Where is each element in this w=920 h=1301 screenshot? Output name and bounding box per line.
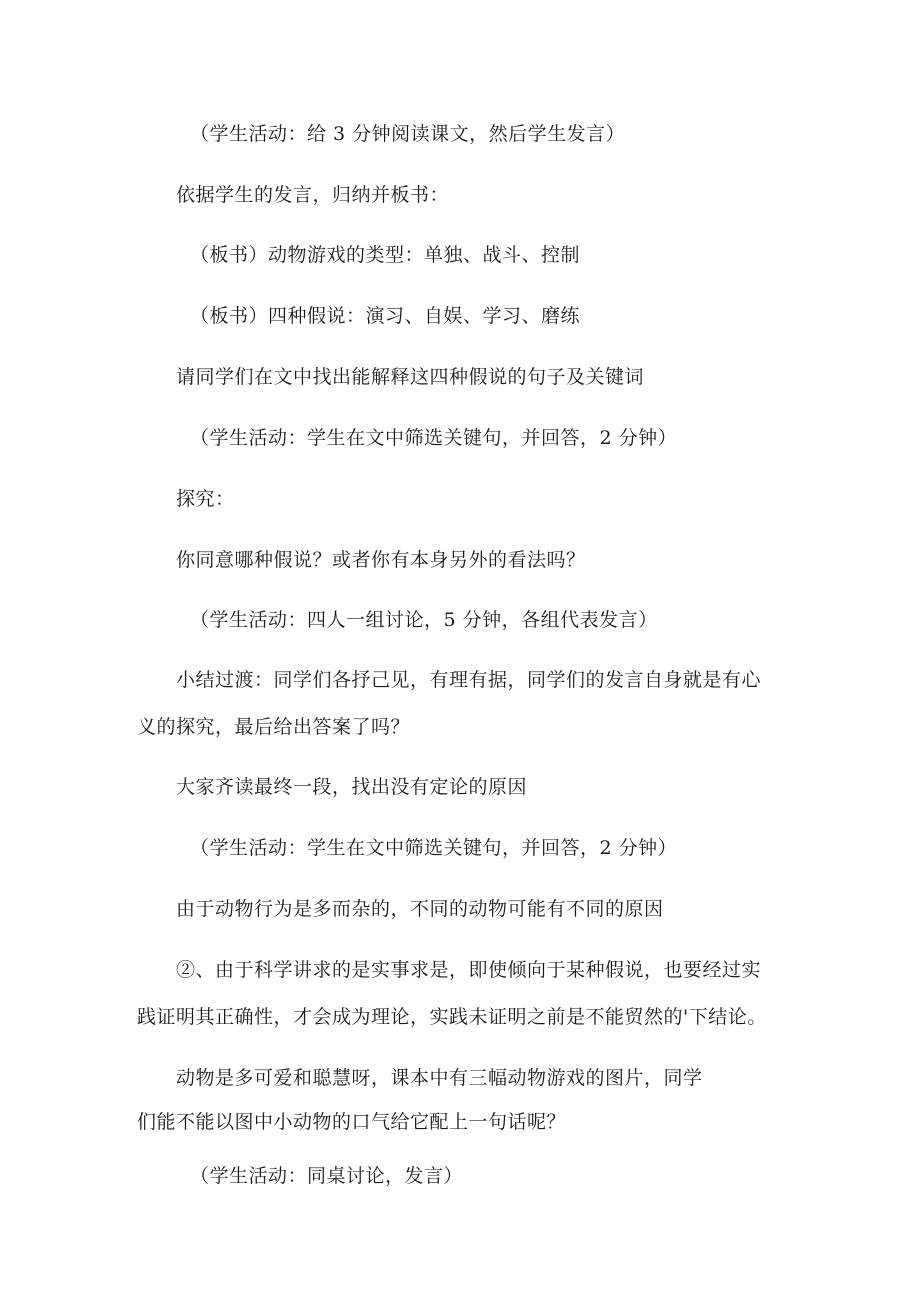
reason-two-line-1: ②、由于科学讲求的是实事求是，即使倾向于某种假说，也要经过实 [176, 959, 762, 981]
activity-note-group-discussion: （学生活动：四人一组讨论，5 分钟，各组代表发言） [190, 609, 658, 631]
board-note-game-types: （板书）动物游戏的类型：单独、战斗、控制 [190, 244, 581, 266]
picture-task-line-2: 们能不能以图中小动物的口气给它配上一句话呢？ [137, 1111, 567, 1133]
activity-note-keywords-2: （学生活动：学生在文中筛选关键句，并回答，2 分钟） [190, 837, 678, 859]
question-hypothesis: 你同意哪种假说？或者你有本身另外的看法吗？ [176, 549, 586, 571]
activity-note-desk-discussion: （学生活动：同桌讨论，发言） [190, 1165, 464, 1187]
reason-one: 由于动物行为是多而杂的，不同的动物可能有不同的原因 [176, 898, 664, 920]
read-last-paragraph-instruction: 大家齐读最终一段，找出没有定论的原因 [176, 776, 528, 798]
picture-task-line-1: 动物是多可爱和聪慧呀，课本中有三幅动物游戏的图片，同学 [176, 1067, 703, 1089]
activity-note-keywords: （学生活动：学生在文中筛选关键句，并回答，2 分钟） [190, 427, 678, 449]
reason-two-line-2: 践证明其正确性，才会成为理论，实践未证明之前是不能贸然的'下结论。 [137, 1006, 767, 1028]
summary-instruction: 依据学生的发言，归纳并板书： [176, 184, 450, 206]
board-note-hypotheses: （板书）四种假说：演习、自娱、学习、磨练 [190, 305, 581, 327]
find-sentences-instruction: 请同学们在文中找出能解释这四种假说的句子及关键词 [176, 366, 645, 388]
activity-note-reading: （学生活动：给 3 分钟阅读课文，然后学生发言） [190, 123, 626, 145]
transition-summary-line-2: 义的探究，最后给出答案了吗？ [137, 716, 411, 738]
transition-summary-line-1: 小结过渡：同学们各抒己见，有理有据，同学们的发言自身就是有心 [176, 669, 762, 691]
explore-heading: 探究： [176, 488, 235, 510]
